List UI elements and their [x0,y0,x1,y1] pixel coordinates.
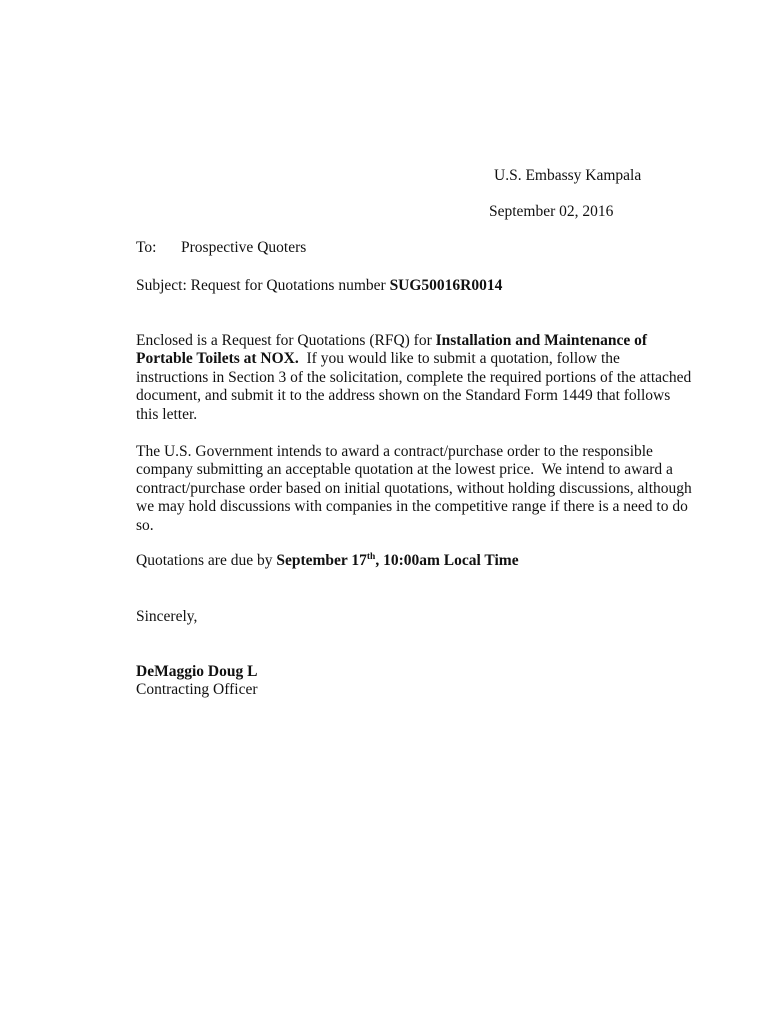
signer-title: Contracting Officer [136,681,258,699]
paragraph-line [136,332,696,350]
paragraph-line: The U.S. Government intends to award a contract/purchase order to the responsible [136,443,653,460]
paragraph-line: contract/purchase order based on initial quotations, without holding discussions, although [136,479,692,497]
paragraph-line: we may hold discussions with companies in the competitive range if there is a need to do [136,498,688,516]
letter-date: September 02, 2016 [489,203,614,220]
to-label: To: [136,239,157,256]
paragraph-line: instructions in Section 3 of the solicitation, complete the required portions of the attached [136,368,692,386]
bold-text-run: Installation and Maintenance of [435,332,648,349]
bold-text-run: Portable Toilets at NOX. [136,350,299,368]
due-date-text: September 17 [276,552,367,569]
subject-line [136,277,502,295]
paragraph-line: company submitting an acceptable quotation at the lowest price. We intend to award a [136,461,673,479]
due-date-line [136,552,519,570]
subject-prefix: Subject: Request for Quotations number [136,277,390,294]
ordinal-suffix: th [366,552,376,562]
signature-block [136,663,258,700]
due-time: , 10:00am Local Time [375,552,519,569]
paragraph-line [136,350,696,368]
paragraph-line: so. [136,516,154,534]
paragraph-line: document, and submit it to the address shown on the Standard Form 1449 that follows [136,387,671,405]
signer-name: DeMaggio Doug L [136,663,258,680]
text-run: Enclosed is a Request for Quotations (RFQ) for [136,332,436,349]
due-date [276,552,518,569]
sender-line: U.S. Embassy Kampala [494,167,642,184]
paragraph-line: this letter. [136,405,198,423]
text-run: If you would like to submit a quotation, follow the [298,350,620,368]
closing: Sincerely, [136,608,198,625]
paragraph-award [136,443,696,535]
due-prefix: Quotations are due by [136,552,277,569]
recipient-line [136,239,306,257]
paragraph-enclosure [136,332,696,424]
rfq-number: SUG50016R0014 [389,277,503,294]
to-value: Prospective Quoters [181,239,307,256]
